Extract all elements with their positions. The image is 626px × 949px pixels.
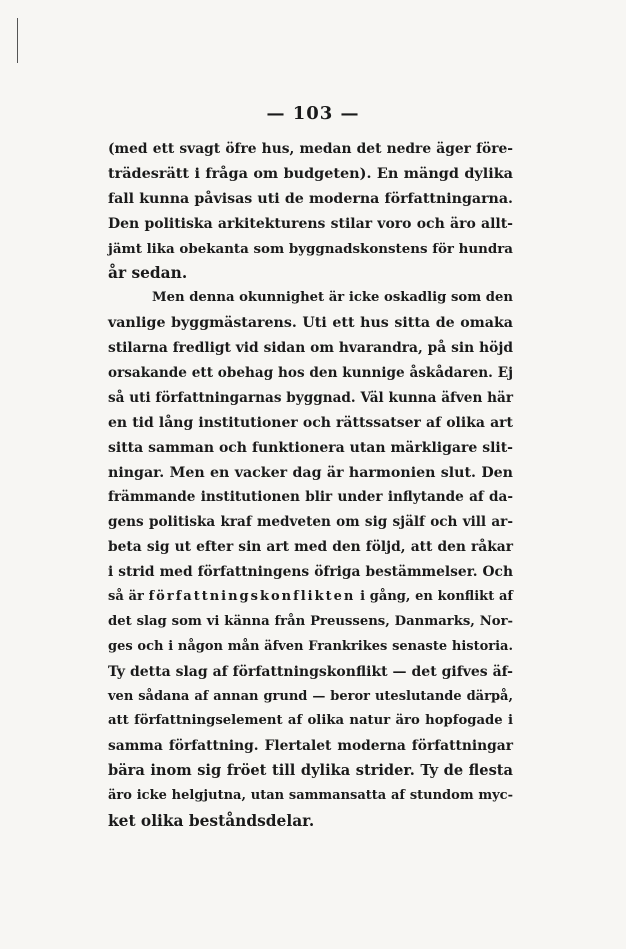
text-line: det slag som vi känna från Preussens, Danmarks, Nor-: [108, 613, 513, 629]
text-line: orsakande ett obehag hos den kunnige åskådaren. Ej: [108, 365, 513, 382]
text-line: Den politiska arkitekturens stilar voro och äro allt-: [108, 215, 513, 232]
text-line: sitta samman och funktionera utan märkligare slit-: [108, 439, 513, 456]
text-segment: så är: [108, 589, 149, 605]
text-line: (med ett svagt öfre hus, medan det nedre äger före-: [108, 141, 513, 157]
page-number: — 103 —: [266, 103, 360, 124]
scan-edge-mark: [17, 18, 18, 63]
text-line: fall kunna påvisas uti de moderna författningarna.: [108, 190, 513, 207]
text-line: äro icke helgjutna, utan sammansatta af stundom myc-: [108, 788, 513, 804]
text-line: jämt lika obekanta som byggnadskonstens för hundra: [108, 240, 513, 257]
body-text: [108, 137, 513, 834]
text-line: samma författning. Flertalet moderna författningar: [108, 738, 513, 755]
text-line: gens politiska kraf medveten om sig själf och vill ar-: [108, 514, 513, 531]
text-line: Ty detta slag af författningskonflikt — det gifves äf-: [108, 663, 513, 680]
text-line: i strid med författningens öfriga bestämmelser. Och: [108, 564, 513, 581]
text-line: vanlige byggmästarens. Uti ett hus sitta de omaka: [108, 315, 513, 332]
paragraph-end-line: år sedan.: [108, 264, 188, 283]
text-line: trädesrätt i fråga om budgeten). En mängd dylika: [108, 164, 513, 182]
text-line: bära inom sig fröet till dylika strider. Ty de flesta: [108, 762, 513, 780]
paragraph-end-line: ket olika beståndsdelar.: [108, 812, 315, 831]
text-line: att författningselement af olika natur äro hopfogade i: [108, 713, 513, 729]
text-line: beta sig ut efter sin art med den följd, att den råkar: [108, 539, 513, 556]
text-segment: i gång, en konflikt af: [355, 589, 513, 605]
text-line: stilarna fredligt vid sidan om hvarandra, på sin höjd: [108, 340, 513, 357]
text-line-emphasis: [108, 585, 513, 610]
emphasized-term: författningskonflikten: [148, 589, 356, 605]
text-line: så uti författningarnas byggnad. Väl kunna äfven här: [108, 389, 513, 406]
text-line: ges och i någon mån äfven Frankrikes senaste historia.: [108, 638, 513, 654]
text-line: ven sådana af annan grund — beror uteslutande därpå,: [108, 688, 513, 704]
text-line: ningar. Men en vacker dag är harmonien slut. Den: [108, 464, 513, 481]
text-line: en tid lång institutioner och rättssatser af olika art: [108, 414, 513, 431]
paragraph-start-line: Men denna okunnighet är icke oskadlig som den: [152, 290, 513, 306]
text-line: främmande institutionen blir under inflytande af da-: [108, 489, 513, 506]
